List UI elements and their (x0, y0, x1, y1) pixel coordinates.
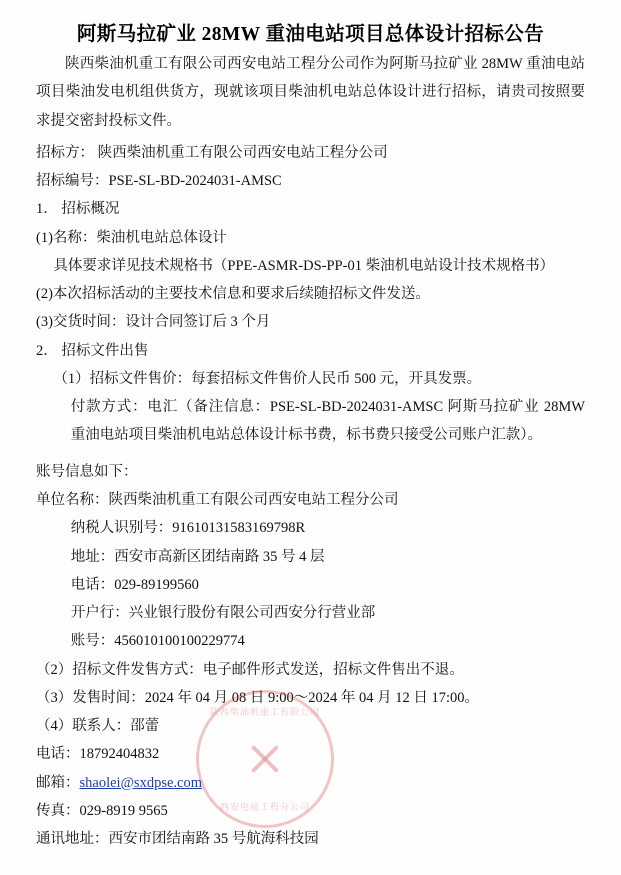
contact-fax-label: 传真： (36, 802, 80, 819)
page-title: 阿斯马拉矿业 28MW 重油电站项目总体设计招标公告 (76, 24, 545, 45)
section-2-item-1: （1）招标文件售价：每套招标文件售价人民币 500 元，开具发票。 (53, 370, 482, 387)
account-company-name-value: 陕西柴油机重工有限公司西安电站工程分公司 (108, 491, 399, 508)
section-2-item-3: （2）招标文件发售方式：电子邮件形式发送，招标文件售出不退。 (36, 661, 464, 678)
account-bank-value: 兴业银行股份有限公司西安分行营业部 (128, 605, 376, 622)
account-address-label: 地址： (70, 548, 115, 565)
account-bank-label: 开户行： (70, 605, 129, 622)
contact-email-label: 邮箱： (36, 774, 80, 791)
section-1-heading: 1． 招标概况 (36, 201, 120, 218)
account-bank (36, 599, 585, 627)
tender-number-line: 招标编号：PSE-SL-BD-2024031-AMSC (36, 173, 282, 190)
account-address-value: 西安市高新区团结南路 35 号 4 层 (114, 548, 325, 565)
account-number-value: 456010100100229774 (114, 633, 245, 650)
contact-phone-label: 电话： (36, 746, 80, 763)
account-company-name (36, 486, 585, 514)
section-2-item-4: （3）发售时间：2024 年 04 月 08 日 9:00～2024 年 04 月 12 日 17:00。 (36, 689, 480, 706)
account-phone-label: 电话： (70, 576, 115, 593)
account-heading: 账号信息如下： (36, 463, 138, 480)
contact-email-link[interactable]: shaolei@sxdpse.com (79, 774, 202, 791)
section-2-heading: 2． 招标文件出售 (36, 342, 149, 359)
account-tax-id (36, 514, 585, 542)
account-company-name-label: 单位名称： (36, 491, 109, 508)
account-number-label: 账号： (70, 633, 115, 650)
document-body (36, 50, 585, 853)
account-address (36, 543, 585, 571)
section-1-item-2: 具体要求详见技术规格书（PPE-ASMR-DS-PP-01 柴油机电站设计技术规格书） (53, 257, 555, 274)
contact-fax-value: 029-8919 9565 (79, 802, 168, 819)
contact-phone-value: 18792404832 (79, 746, 160, 763)
contact-phone (36, 740, 585, 768)
account-phone (36, 571, 585, 599)
contact-email (36, 769, 585, 797)
contact-address-label: 通讯地址： (36, 831, 109, 848)
account-number (36, 627, 585, 655)
tenderer-line: 招标方： 陕西柴油机重工有限公司西安电站工程分公司 (36, 144, 388, 161)
seal-top-text: 陕西柴油机重工有限公司 (209, 707, 320, 717)
seal-bottom-text: 西安电站工程分公司 (219, 802, 310, 812)
section-1-item-3: (2)本次招标活动的主要技术信息和要求后续随招标文件发送。 (36, 286, 430, 303)
section-2-item-5: （4）联系人：邵蕾 (36, 718, 160, 735)
contact-address-value: 西安市团结南路 35 号航海科技园 (108, 831, 319, 848)
section-1-item-4: (3)交货时间：设计合同签订后 3 个月 (36, 314, 271, 331)
account-tax-id-label: 纳税人识别号： (70, 520, 173, 537)
account-phone-value: 029-89199560 (114, 576, 199, 593)
section-2-item-2: 付款方式：电汇（备注信息：PSE-SL-BD-2024031-AMSC 阿斯马拉矿业 28MW 重油电站项目柴油机电站总体设计标书费，标书费只接受公司账户汇款）。 (70, 399, 585, 444)
contact-fax (36, 797, 585, 825)
contact-address (36, 825, 585, 853)
intro-paragraph: 陕西柴油机重工有限公司西安电站工程分公司作为阿斯马拉矿业 28MW 重油电站项目柴油发电机组供货方，现就该项目柴油机电站总体设计进行招标，请贵司按照要求提交密封投标文件。 (36, 56, 585, 129)
section-1-item-1: (1)名称：柴油机电站总体设计 (36, 229, 227, 246)
account-tax-id-value: 91610131583169798R (172, 520, 306, 537)
